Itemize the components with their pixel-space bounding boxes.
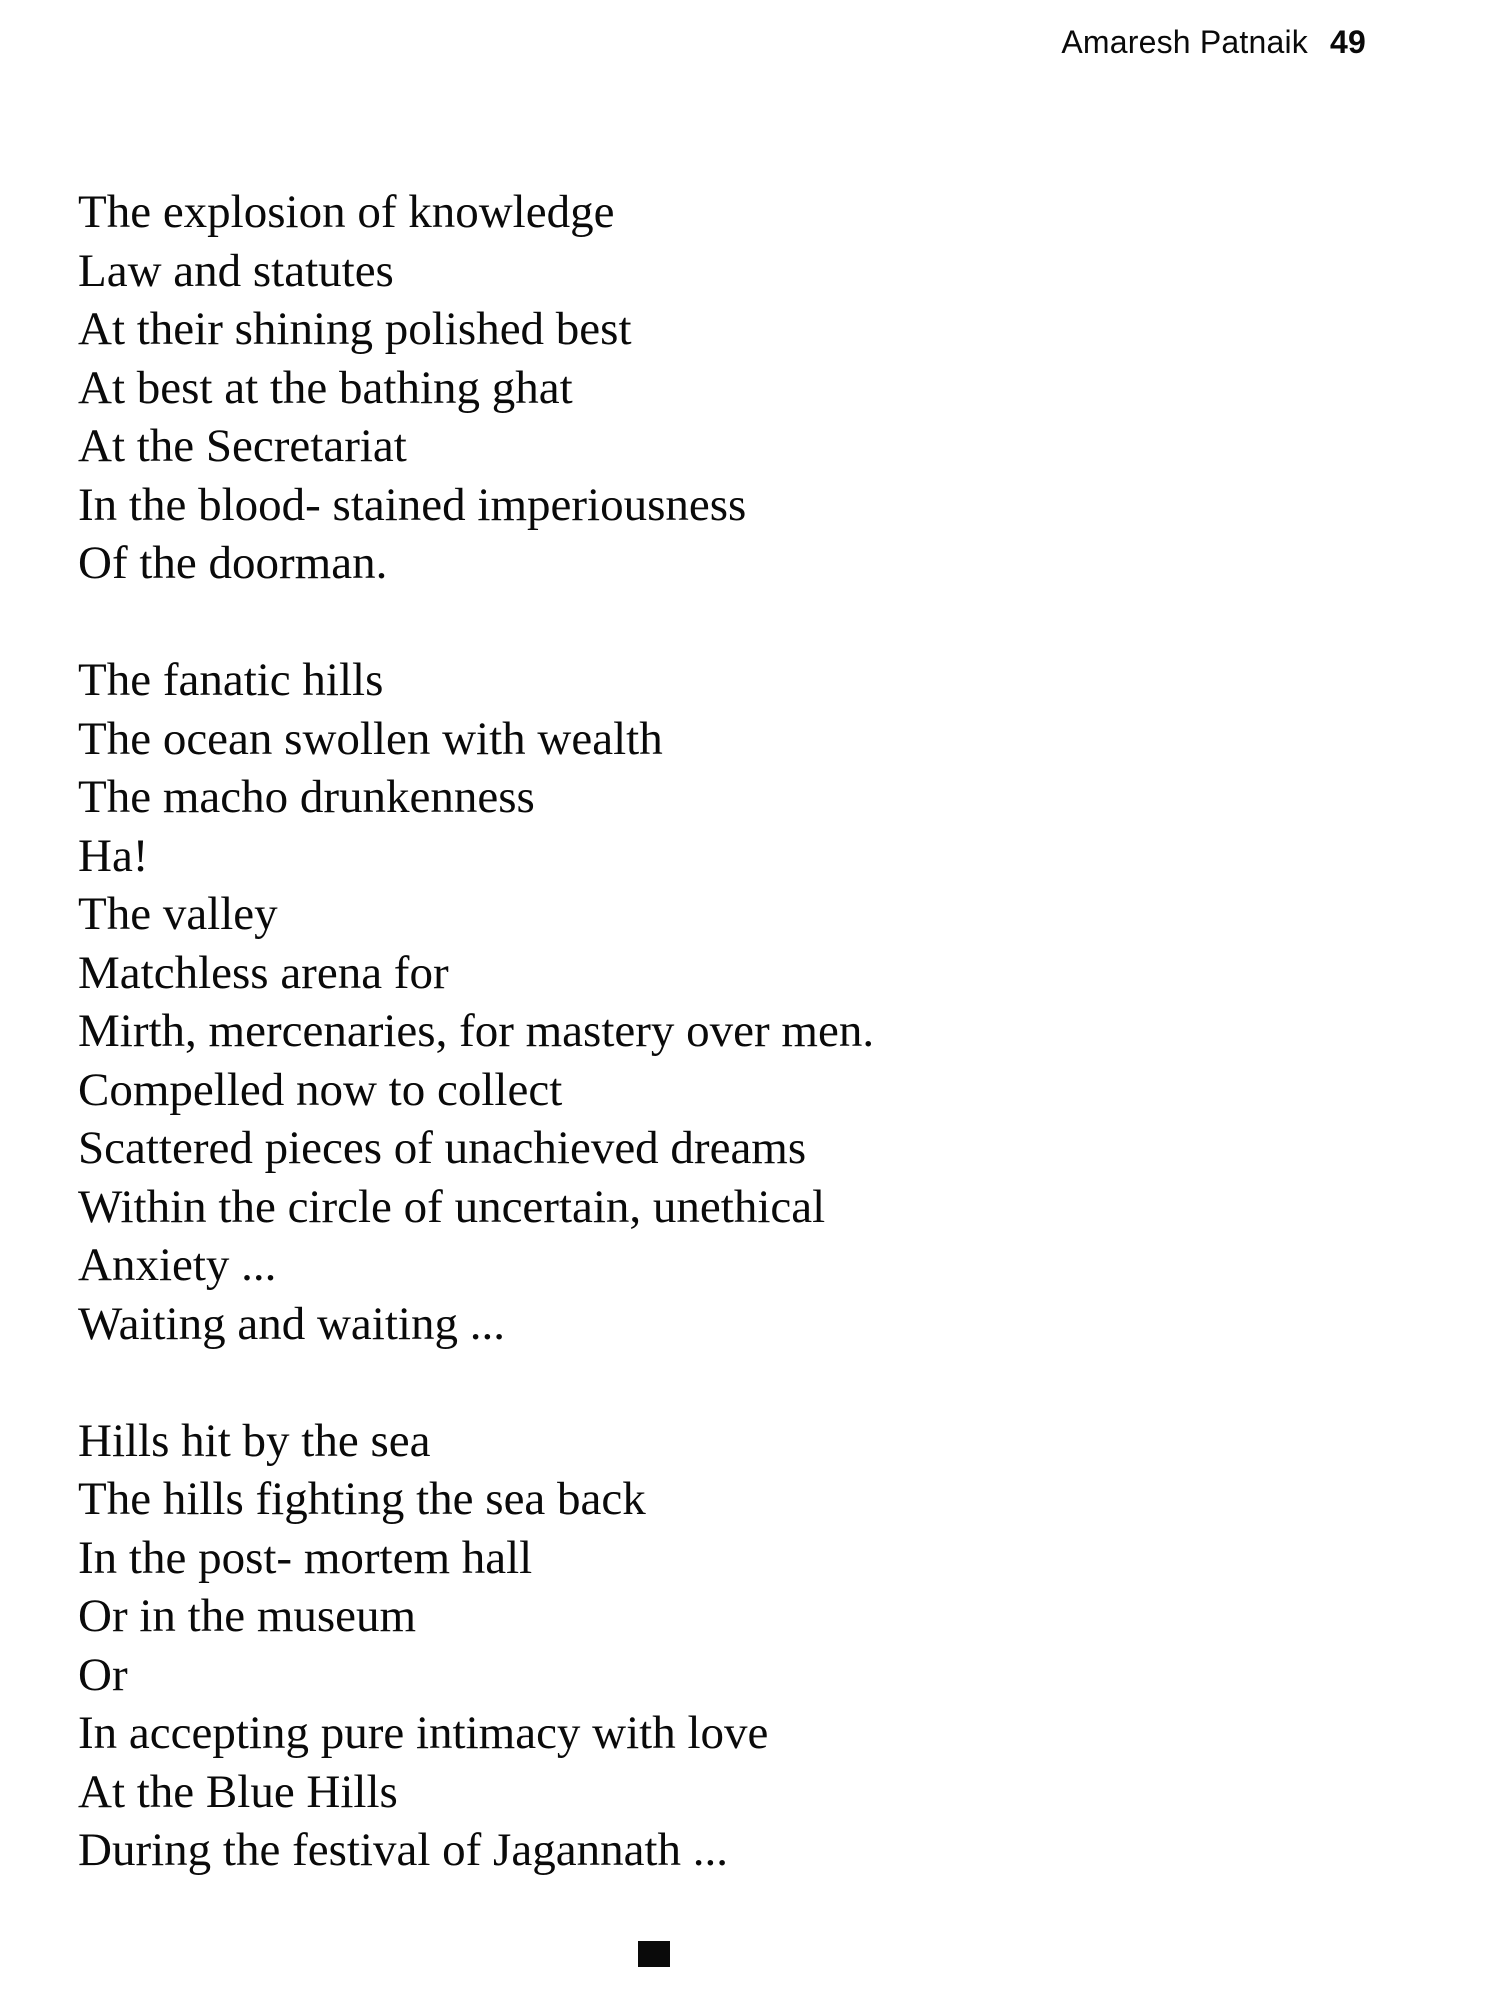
poem-line: Mirth, mercenaries, for mastery over men. (78, 1005, 875, 1057)
poem-line: In accepting pure intimacy with love (78, 1707, 769, 1759)
stanza-1 (78, 183, 1378, 593)
poem-line: Ha! (78, 829, 149, 882)
poem-line: The macho drunkenness (78, 771, 535, 823)
end-mark-icon (638, 1941, 670, 1967)
poem-line: Law and statutes (78, 244, 394, 297)
poem-line: Within the circle of uncertain, unethical (78, 1180, 826, 1233)
poem-line: Waiting and waiting ... (78, 1297, 505, 1350)
author-name: Amaresh Patnaik (1061, 24, 1308, 60)
page-number: 49 (1330, 24, 1366, 60)
poem-line: Or (78, 1648, 128, 1701)
poem-line: Hills hit by the sea (78, 1414, 431, 1467)
poem-line: At the Secretariat (78, 420, 407, 472)
poem-line: Anxiety ... (78, 1239, 277, 1291)
poem-line: In the blood- stained imperiousness (78, 478, 747, 531)
poem-line: The ocean swollen with wealth (78, 712, 663, 765)
poem-line: The explosion of knowledge (78, 186, 615, 238)
poem-line: Scattered pieces of unachieved dreams (78, 1122, 807, 1174)
poem-line: The hills fighting the sea back (78, 1473, 646, 1525)
poem-line: At best at the bathing ghat (78, 361, 573, 414)
poem-line: The valley (78, 888, 278, 940)
running-head (1061, 24, 1366, 61)
stanza-3 (78, 1412, 1378, 1880)
poem-line: Compelled now to collect (78, 1063, 563, 1116)
poem-line: Or in the museum (78, 1590, 417, 1642)
poem-line: The fanatic hills (78, 654, 384, 706)
poem-line: Of the doorman. (78, 537, 388, 589)
poem-body (78, 183, 1378, 1880)
poem-line: In the post- mortem hall (78, 1531, 533, 1584)
poem-line: At the Blue Hills (78, 1765, 398, 1818)
poem-line: At their shining polished best (78, 303, 632, 355)
poem-line: Matchless arena for (78, 946, 449, 999)
stanza-2 (78, 651, 1378, 1353)
poem-line: During the festival of Jagannath ... (78, 1824, 728, 1876)
